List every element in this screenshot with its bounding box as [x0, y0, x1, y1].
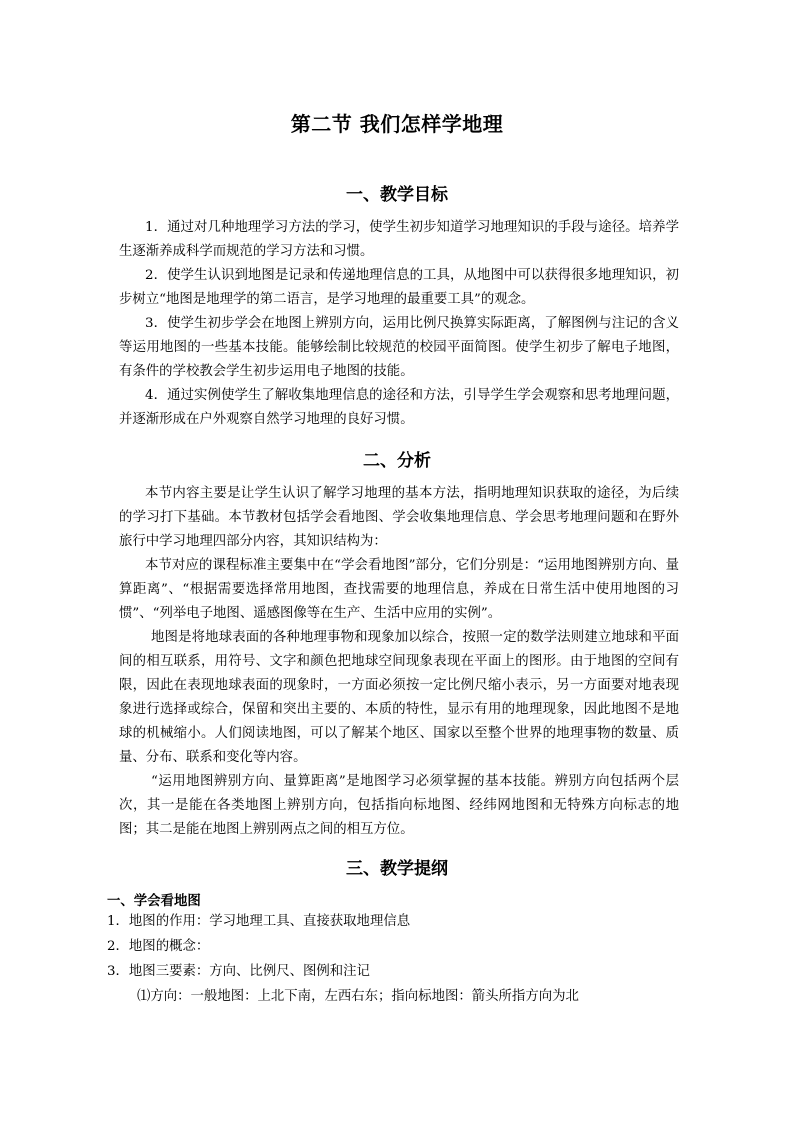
outline-subheading: 一、学会看地图: [107, 893, 201, 909]
outline-line-2: 2．地图的概念：: [107, 939, 210, 954]
outline-line-4: ⑴方向：一般地图：上北下南，左西右东；指向标地图：箭头所指方向为北: [137, 989, 579, 1004]
goal-item-4: 4．通过实例使学生了解收集地理信息的途径和方法，引导学生学会观察和思考地理问题，并逐渐形成在户外观察自然学习地理的良好习惯。: [119, 388, 679, 427]
goal-item-1: 1．通过对几种地理学习方法的学习，使学生初步知道学习地理知识的手段与途径。培养学生逐渐养成科学而规范的学习方法和习惯。: [119, 220, 679, 259]
analysis-paragraph-3: 地图是将地球表面的各种地理事物和现象加以综合，按照一定的数学法则建立地球和平面间的相互联系，用符号、文字和颜色把地球空间现象表现在平面上的图形。由于地图的空间有限，因此在表现地球表面的现象时，一方面必须按一定比例尺缩小表示，另一方面要对地表现象进行选择或综合，保留和突出主要的、本质的特性，显示有用的地理现象，因此地图不是地球的机械缩小。人们阅读地图，可以了解某个地区、国家以至整个世界的地理事物的数量、质量、分布、联系和变化等内容。: [119, 630, 679, 765]
section-heading-analysis: 二、分析: [363, 451, 431, 471]
section-heading-teaching-goals: 一、教学目标: [346, 185, 448, 205]
goal-item-3: 3．使学生初步学会在地图上辨别方向，运用比例尺换算实际距离，了解图例与注记的含义等运用地图的一些基本技能。能够绘制比较规范的校园平面简图。使学生初步了解电子地图，有条件的学校教会学生初步运用电子地图的技能。: [119, 316, 679, 379]
analysis-paragraph-4: “运用地图辨别方向、量算距离”是地图学习必须掌握的基本技能。辨别方向包括两个层次，其一是能在各类地图上辨别方向，包括指向标地图、经纬网地图和无特殊方向标志的地图；其二是能在地图上辨别两点之间的相互方位。: [119, 774, 679, 837]
section-heading-outline: 三、教学提纲: [346, 859, 448, 879]
analysis-paragraph-2: 本节对应的课程标准主要集中在“学会看地图”部分，它们分别是：“运用地图辨别方向、量算距离”、“根据需要选择常用地图，查找需要的地理信息，养成在日常生活中使用地图的习惯”、“列举电子地图、遥感图像等在生产、生活中应用的实例”。: [119, 558, 679, 621]
page-title: 第二节 我们怎样学地理: [290, 112, 504, 136]
outline-line-1: 1．地图的作用：学习地理工具、直接获取地理信息: [107, 914, 411, 929]
analysis-paragraph-1: 本节内容主要是让学生认识了解学习地理的基本方法，指明地理知识获取的途径，为后续的学习打下基础。本节教材包括学会看地图、学会收集地理信息、学会思考地理问题和在野外旅行中学习地理四部分内容，其知识结构为：: [119, 486, 679, 549]
outline-line-3: 3．地图三要素：方向、比例尺、图例和注记: [107, 964, 370, 979]
goal-item-2: 2．使学生认识到地图是记录和传递地理信息的工具，从地图中可以获得很多地理知识，初步树立“地图是地理学的第二语言，是学习地理的最重要工具”的观念。: [119, 268, 679, 307]
